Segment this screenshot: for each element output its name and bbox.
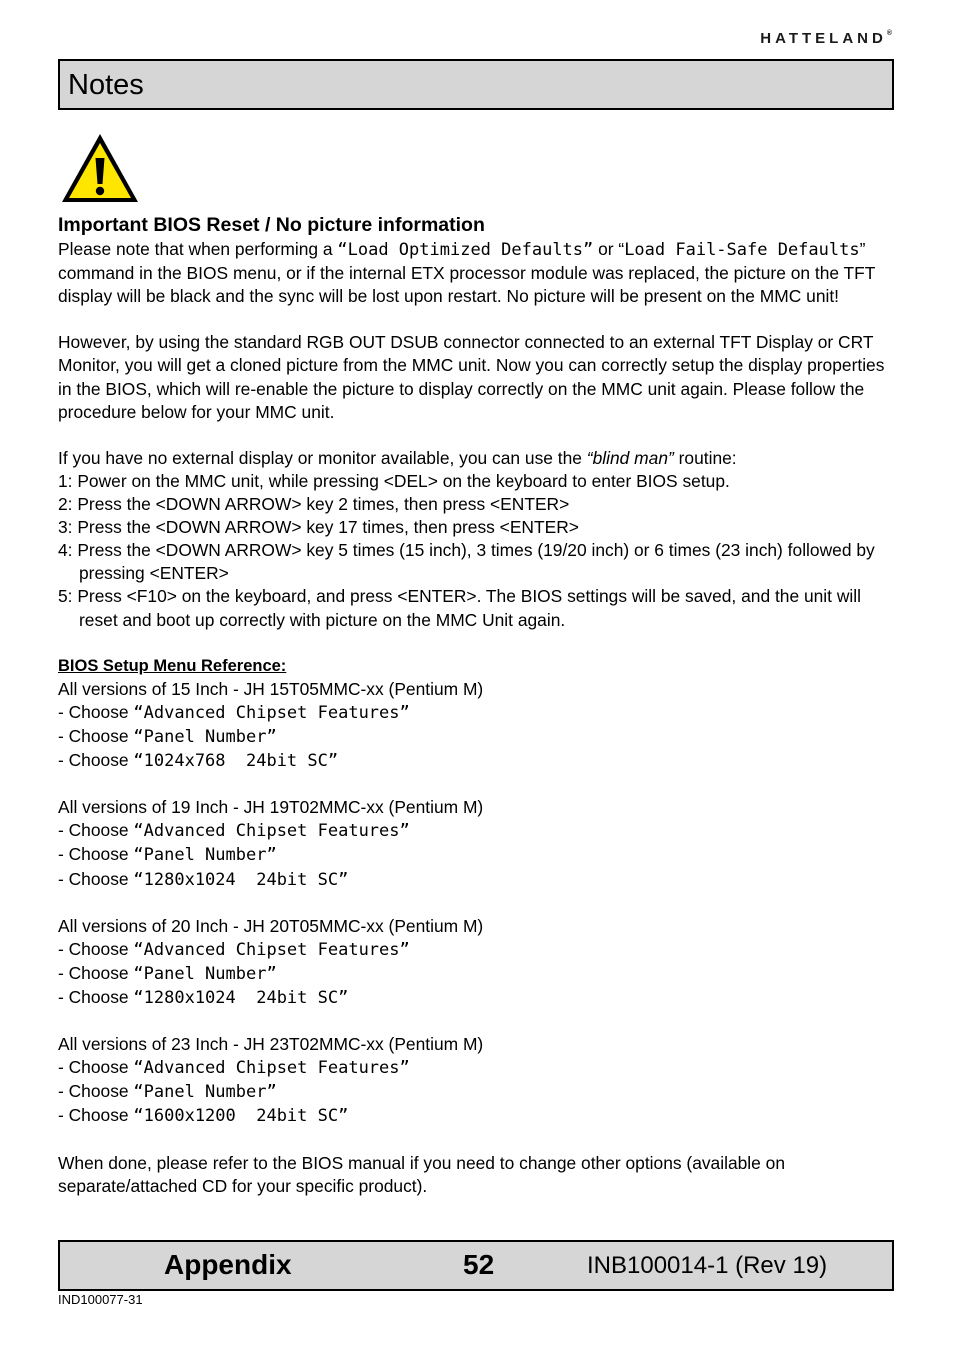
- choose-line: - Choose “1280x1024 24bit SC”: [58, 987, 349, 1008]
- page-number: 52: [463, 1249, 495, 1280]
- paragraph-blind-man: If you have no external display or monitor available, you can use the “blind man” routine:: [58, 447, 737, 468]
- group-title: All versions of 15 Inch - JH 15T05MMC-xx (Pentium M): [58, 678, 484, 699]
- step-item: 4: Press the <DOWN ARROW> key 5 times (15 inch), 3 times (19/20 inch) or 6 times (23 inch) followed by pressing <ENTER>: [58, 540, 875, 584]
- warning-triangle-icon: [60, 132, 140, 204]
- choose-line: - Choose “Advanced Chipset Features”: [58, 1057, 410, 1079]
- paragraph-closing: When done, please refer to the BIOS manual if you need to change other options (available on separate/attached CD for your specific product).: [58, 1152, 786, 1196]
- step-item: 1: Power on the MMC unit, while pressing <DEL> on the keyboard to enter BIOS setup.: [58, 470, 730, 491]
- step-item: 2: Press the <DOWN ARROW> key 2 times, then press <ENTER>: [58, 494, 570, 515]
- bios-reference-heading: BIOS Setup Menu Reference:: [58, 656, 287, 675]
- document-number: INB100014-1 (Rev 19): [587, 1252, 828, 1279]
- choose-line: - Choose “Panel Number”: [58, 1081, 277, 1103]
- notes-heading: Important BIOS Reset / No picture information: [58, 214, 485, 236]
- paragraph-intro: Please note that when performing a “Load Optimized Defaults” or “Load Fail-Safe Defaults” command in the BIOS menu, or if the internal ETX processor module was replaced, the picture on the TFT display will be black and the sync will be lost upon restart. No picture will be present on the MMC unit!: [58, 239, 876, 307]
- choose-line: - Choose “Panel Number”: [58, 725, 277, 747]
- paragraph-rgb-out: However, by using the standard RGB OUT DSUB connector connected to an external TFT Display or CRT Monitor, you will get a cloned picture from the MMC unit. Now you can correctly setup the display properties in the BIOS, which will re-enable the picture to display correctly on the MMC unit again. Please follow the procedure below for your MMC unit.: [58, 332, 885, 422]
- choose-line: - Choose “1600x1200 24bit SC”: [58, 1105, 349, 1127]
- reference-group: [58, 915, 900, 1010]
- group-title: All versions of 20 Inch - JH 20T05MMC-xx (Pentium M): [58, 915, 484, 936]
- section-header: [58, 59, 894, 110]
- group-title: All versions of 23 Inch - JH 23T02MMC-xx (Pentium M): [58, 1034, 484, 1055]
- step-item: 5: Press <F10> on the keyboard, and press <ENTER>. The BIOS settings will be saved, and the unit will reset and boot up correctly with picture on the MMC Unit again.: [58, 586, 861, 630]
- choose-line: - Choose “Advanced Chipset Features”: [58, 820, 410, 842]
- document-id: IND100077-31: [58, 1292, 143, 1307]
- notes-content: [58, 212, 900, 1198]
- reference-group: [58, 678, 900, 773]
- step-item: 3: Press the <DOWN ARROW> key 17 times, then press <ENTER>: [58, 517, 579, 538]
- reference-group: [58, 796, 900, 891]
- choose-line: - Choose “Panel Number”: [58, 844, 277, 866]
- choose-line: - Choose “Advanced Chipset Features”: [58, 701, 410, 723]
- section-title: Notes: [68, 69, 144, 101]
- choose-line: - Choose “Panel Number”: [58, 962, 277, 984]
- brand-logo: HATTELAND®: [760, 30, 892, 47]
- choose-line: - Choose “Advanced Chipset Features”: [58, 938, 410, 960]
- reference-group: [58, 1033, 900, 1128]
- choose-line: - Choose “1024x768 24bit SC”: [58, 750, 339, 772]
- group-title: All versions of 19 Inch - JH 19T02MMC-xx (Pentium M): [58, 797, 484, 818]
- choose-line: - Choose “1280x1024 24bit SC”: [58, 868, 349, 890]
- footer-section: Appendix: [164, 1249, 292, 1280]
- blind-man-steps: [58, 470, 900, 632]
- page-footer: [58, 1240, 894, 1291]
